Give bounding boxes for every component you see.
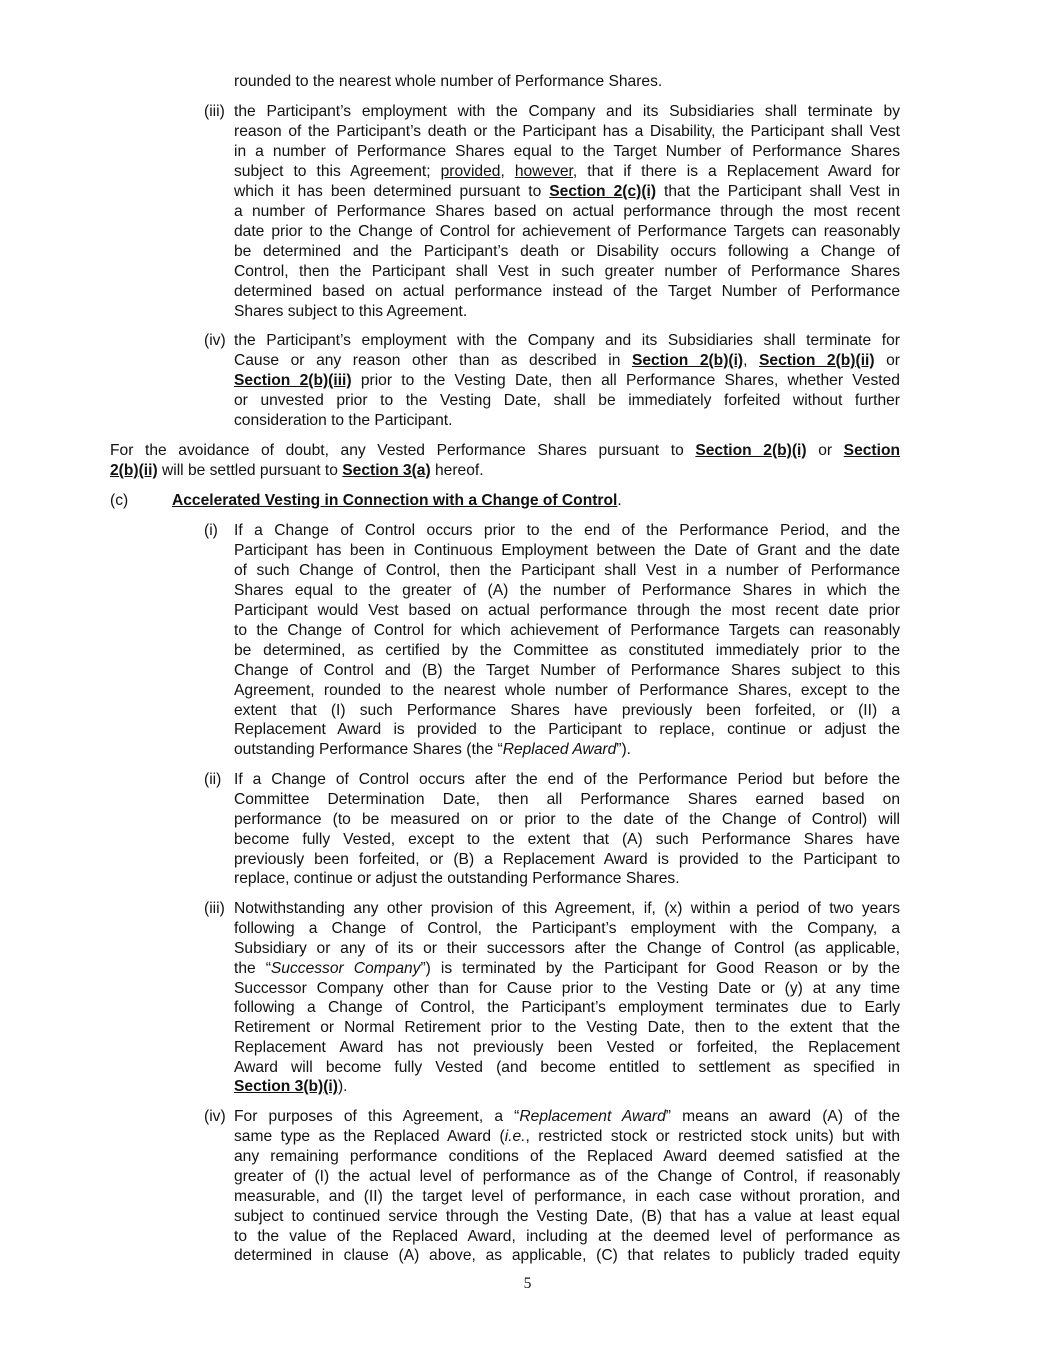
text-line: Section 2(b)(iii) prior to the Vesting Date, then all Performance Shares, whether Vested xyxy=(234,372,900,389)
text-line: following a Change of Control, the Participant’s employment with the Company, a xyxy=(234,920,900,937)
text-line: outstanding Performance Shares (the “Replaced Award”). xyxy=(234,741,631,758)
text-line: Agreement, rounded to the nearest whole number of Performance Shares, except to the xyxy=(234,682,900,699)
section-ref: Section 3(a) xyxy=(342,462,431,479)
text-line: or unvested prior to the Vesting Date, shall be immediately forfeited without further xyxy=(234,392,900,409)
text-line: be determined, as certified by the Committee as constituted immediately prior to the xyxy=(234,642,900,659)
text-line: measurable, and (II) the target level of performance, in each case without proration, and xyxy=(234,1188,900,1205)
text-line: to the Change of Control for which achievement of Performance Targets can reasonably xyxy=(234,622,900,639)
text-line: be determined and the Participant’s death or Disability occurs following a Change of xyxy=(234,243,900,260)
text-line: previously been forfeited, or (B) a Replacement Award is provided to the Participant to xyxy=(234,851,900,868)
text-line: Committee Determination Date, then all Performance Shares earned based on xyxy=(234,791,900,808)
text-line: Shares equal to the greater of (A) the number of Performance Shares in which the xyxy=(234,582,900,599)
text-line: Participant has been in Continuous Employment between the Date of Grant and the date xyxy=(234,542,900,559)
text-line: same type as the Replaced Award (i.e., restricted stock or restricted stock units) but with xyxy=(234,1128,900,1145)
section-ref: Section 2(b)(ii) xyxy=(759,352,875,369)
continuation-line: rounded to the nearest whole number of Performance Shares. xyxy=(234,73,663,90)
text-line: If a Change of Control occurs prior to the end of the Performance Period, and the xyxy=(234,522,900,539)
section-title: Accelerated Vesting in Connection with a Change of Control. xyxy=(172,492,622,509)
however-term: however xyxy=(514,163,573,180)
text-line: Section 3(b)(i)). xyxy=(234,1078,348,1095)
text-line: the “Successor Company”) is terminated by the Participant for Good Reason or by the xyxy=(234,960,901,977)
text-line: greater of (I) the actual level of performance as of the Change of Control, if reasonably xyxy=(234,1168,900,1185)
text-line: Subsidiary or any of its or their successors after the Change of Control (as applicable, xyxy=(234,940,900,957)
text-line: If a Change of Control occurs after the end of the Performance Period but before the xyxy=(234,771,900,788)
text-line: in a number of Performance Shares equal to the Target Number of Performance Shares xyxy=(234,143,900,160)
text-line: 2(b)(ii) will be settled pursuant to Section 3(a) hereof. xyxy=(110,462,484,479)
text-line: any remaining performance conditions of the Replaced Award deemed satisfied at the xyxy=(234,1148,900,1165)
text-line: Award will become fully Vested (and become entitled to settlement as specified in xyxy=(234,1059,900,1076)
text-line: replace, continue or adjust the outstanding Performance Shares. xyxy=(234,870,680,887)
text-line: Replacement Award has not previously been Vested or forfeited, the Replacement xyxy=(234,1039,900,1056)
clause-label: (ii) xyxy=(204,771,222,788)
text-line: become fully Vested, except to the extent that (A) such Performance Shares have xyxy=(234,831,900,848)
abbreviation: i.e. xyxy=(504,1128,526,1145)
section-label: (c) xyxy=(110,492,129,509)
text-line: determined based on actual performance instead of the Target Number of Performance xyxy=(234,283,900,300)
section-ref: 2(b)(ii) xyxy=(110,462,158,479)
clause-label: (iii) xyxy=(204,103,225,120)
section-ref: Section 2(b)(i) xyxy=(631,352,744,369)
text-line: which it has been determined pursuant to Section 2(c)(i) that the Participant shall Vest in xyxy=(234,183,901,200)
text-line: determined in clause (A) above, as applicable, (C) that relates to publicly traded equity xyxy=(234,1247,900,1264)
clause-label: (iv) xyxy=(204,332,226,349)
section-ref: Section 2(b)(iii) xyxy=(234,372,352,389)
text-line: extent that (I) such Performance Shares have previously been forfeited, or (II) a xyxy=(234,702,900,719)
section-ref: Section 2(c)(i) xyxy=(549,183,657,200)
provided-term: provided xyxy=(440,163,501,180)
text-line: Change of Control and (B) the Target Number of Performance Shares subject to this xyxy=(234,662,900,679)
text-line: the Participant’s employment with the Company and its Subsidiaries shall terminate for xyxy=(234,332,900,349)
text-line: reason of the Participant’s death or the Participant has a Disability, the Participant shall Vest xyxy=(234,123,900,140)
section-ref: Section 3(b)(i) xyxy=(234,1078,338,1095)
page-number: 5 xyxy=(523,1275,532,1292)
text-line: Shares subject to this Agreement. xyxy=(234,303,468,320)
text-line: the Participant’s employment with the Company and its Subsidiaries shall terminate by xyxy=(234,103,900,120)
clause-label: (i) xyxy=(204,522,218,539)
text-line: For purposes of this Agreement, a “Replacement Award” means an award (A) of the xyxy=(234,1108,901,1125)
section-ref: Section 2(b)(i) xyxy=(695,442,807,459)
text-line: Successor Company other than for Cause prior to the Vesting Date or (y) at any time xyxy=(234,980,900,997)
text-line: consideration to the Participant. xyxy=(234,412,453,429)
defined-term: Successor Company xyxy=(270,960,421,977)
text-line: Notwithstanding any other provision of this Agreement, if, (x) within a period of two years xyxy=(234,900,900,917)
defined-term: Replaced Award xyxy=(502,741,617,758)
text-line: date prior to the Change of Control for achievement of Performance Targets can reasonably xyxy=(234,223,900,240)
text-line: Control, then the Participant shall Vest in such greater number of Performance Shares xyxy=(234,263,900,280)
section-ref: Section xyxy=(843,442,900,459)
text-line: a number of Performance Shares based on actual performance through the most recent xyxy=(234,203,900,220)
text-line: following a Change of Control, the Participant’s employment terminates due to Early xyxy=(234,999,900,1016)
text-line: Replacement Award is provided to the Participant to replace, continue or adjust the xyxy=(234,721,900,738)
text-line: Participant would Vest based on actual performance through the most recent date prior xyxy=(234,602,900,619)
text-line: Cause or any reason other than as described in Section 2(b)(i), Section 2(b)(ii) or xyxy=(234,352,900,369)
defined-term: Replacement Award xyxy=(519,1108,666,1125)
text-line: performance (to be measured on or prior to the date of the Change of Control) will xyxy=(234,811,900,828)
clause-label: (iii) xyxy=(204,900,225,917)
text-line: subject to this Agreement; provided, however, that if there is a Replacement Award for xyxy=(234,163,900,180)
text-line: of such Change of Control, then the Participant shall Vest in a number of Performance xyxy=(234,562,900,579)
text-line: Retirement or Normal Retirement prior to the Vesting Date, then to the extent that the xyxy=(234,1019,900,1036)
text-line: For the avoidance of doubt, any Vested Performance Shares pursuant to Section 2(b)(i) or Section xyxy=(110,442,900,459)
text-line: subject to continued service through the Vesting Date, (B) that has a value at least equal xyxy=(234,1208,900,1225)
clause-label: (iv) xyxy=(204,1108,226,1125)
text-line: to the value of the Replaced Award, including at the deemed level of performance as xyxy=(234,1228,900,1245)
